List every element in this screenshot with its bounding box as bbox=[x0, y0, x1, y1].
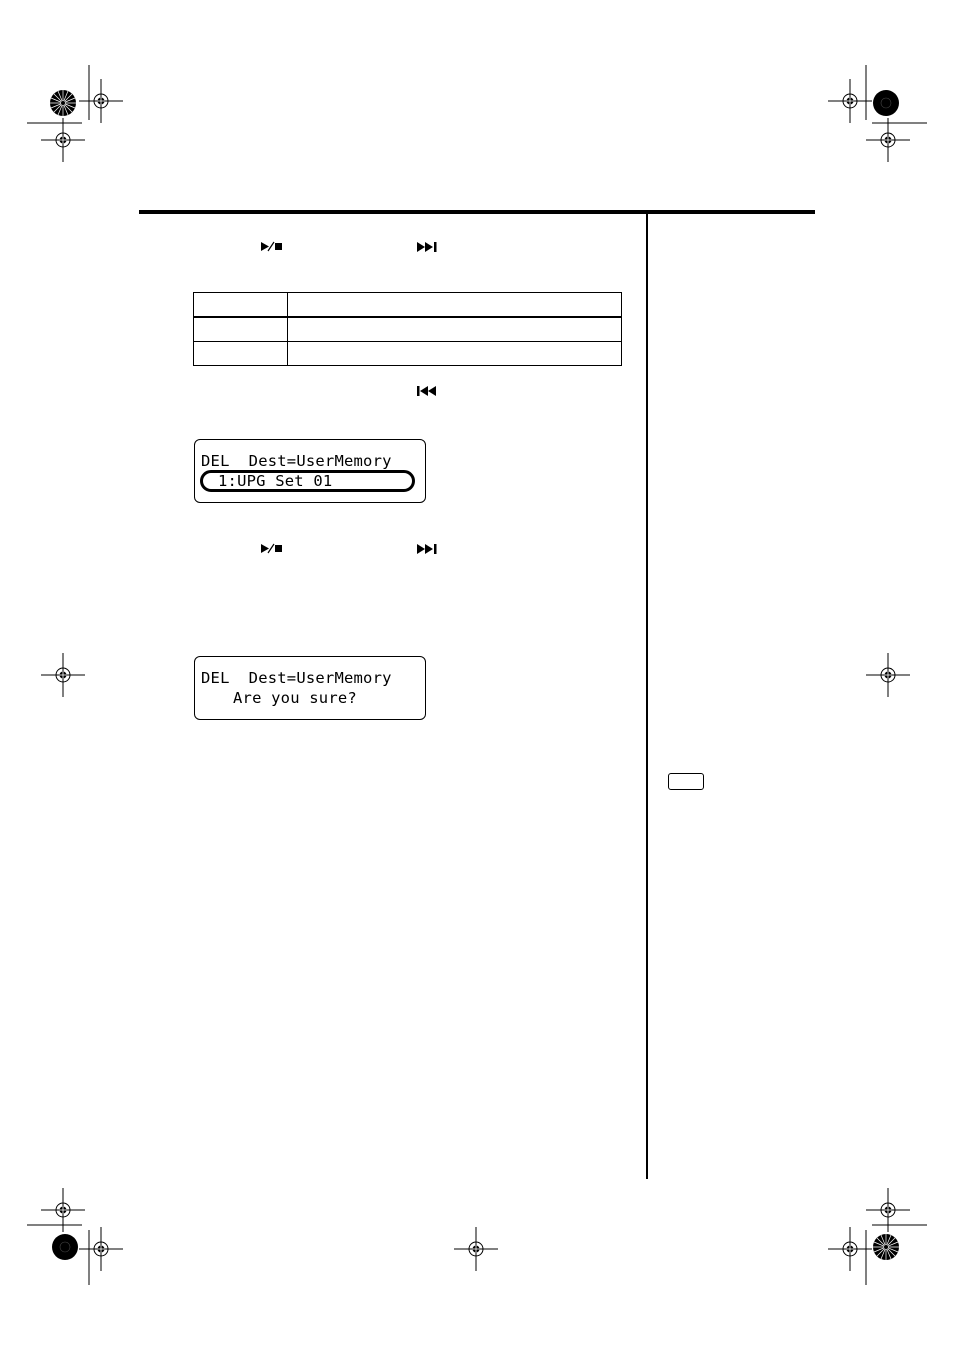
lcd-line-1: DEL Dest=UserMemory bbox=[201, 452, 392, 470]
destination-table bbox=[193, 292, 622, 366]
table-cell bbox=[288, 342, 622, 366]
table-row bbox=[194, 293, 622, 318]
fast-forward-icon bbox=[417, 242, 439, 252]
table-cell bbox=[194, 317, 288, 342]
table-cell bbox=[194, 342, 288, 366]
fast-forward-icon bbox=[417, 544, 439, 554]
lcd-display-select bbox=[194, 439, 426, 503]
table-row bbox=[194, 342, 622, 366]
rewind-icon bbox=[417, 386, 439, 396]
memo-label-box bbox=[668, 773, 704, 790]
play-stop-icon bbox=[260, 241, 284, 252]
table-cell bbox=[288, 317, 622, 342]
lcd-display-confirm bbox=[194, 656, 426, 720]
table-row bbox=[194, 317, 622, 342]
lcd-line-1: DEL Dest=UserMemory bbox=[201, 669, 392, 687]
lcd-line-2: Are you sure? bbox=[233, 689, 357, 707]
table-cell bbox=[194, 293, 288, 318]
lcd-line-2: 1:UPG Set 01 bbox=[218, 472, 333, 490]
play-stop-icon bbox=[260, 543, 284, 554]
table-cell bbox=[288, 293, 622, 318]
